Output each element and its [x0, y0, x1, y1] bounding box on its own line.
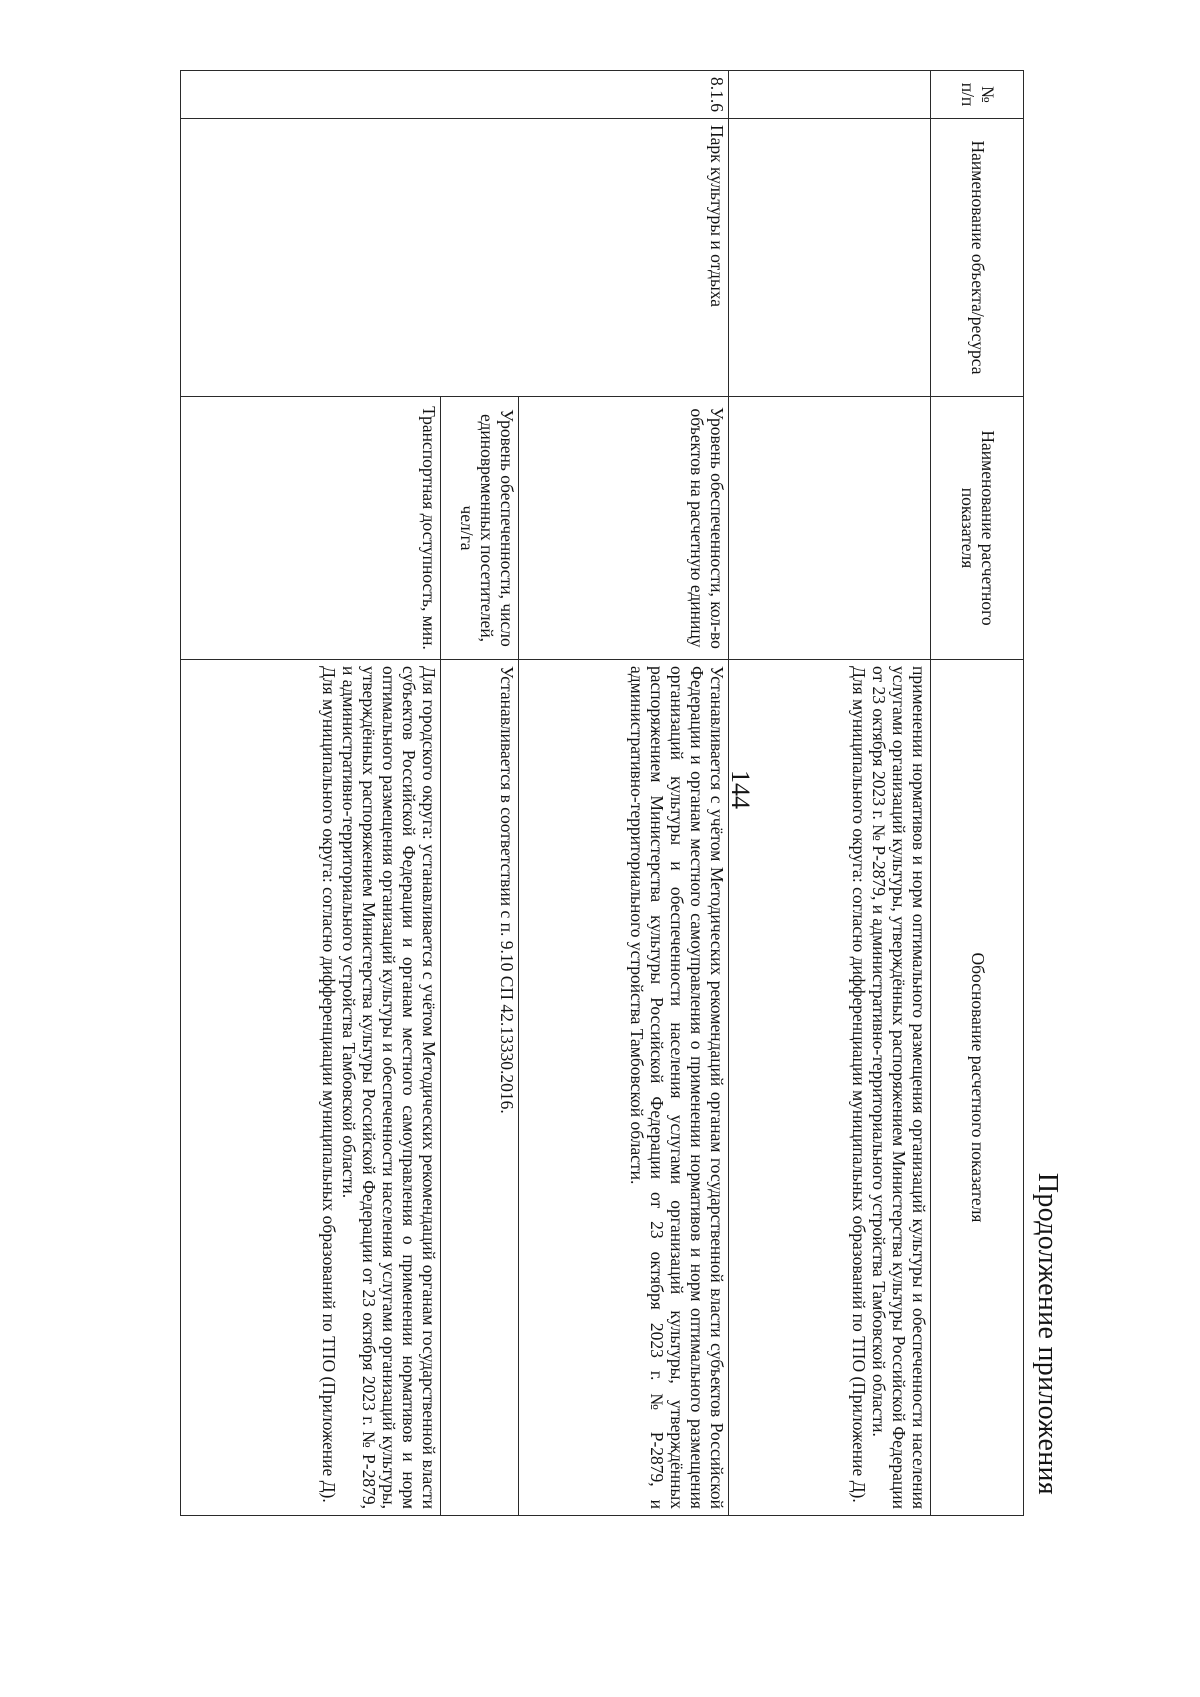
cell-num [729, 71, 931, 119]
cell-justification [519, 660, 729, 1516]
cell-justification [181, 660, 441, 1516]
table-header-row [931, 71, 1024, 1516]
header-justification: Обоснование расчетного показателя [931, 660, 1024, 1516]
cell-indicator [729, 397, 931, 660]
cell-justification [441, 660, 519, 1516]
cell-num: 8.1.6 [181, 71, 729, 119]
justification-paragraph: Для муниципального округа: согласно дифференциации муниципальных образований по ТПО (Приложение Д). [319, 666, 340, 1503]
header-indicator: Наименование расчетного показателя [931, 397, 1024, 660]
header-num: № п/п [931, 71, 1024, 119]
justification-paragraph: Устанавливается в соответствии с п. 9.10 СП 42.13330.2016. [497, 666, 517, 1114]
cell-indicator: Уровень обеспеченности, число единовременных посетителей, чел/га [441, 397, 519, 660]
cell-object: Парк культуры и отдыха [181, 119, 729, 397]
justification-paragraph: применении нормативов и норм оптимального размещения организаций культуры и обеспеченности населения услугами организаций культуры, утверждённых распоряжением Министерства культуры Российской Федерации от 23 октября 2023 г. № Р-2879, и административно-территориального устройства Тамбовской области. [869, 666, 929, 1509]
table-row [519, 71, 729, 1516]
page-number: 144 [726, 770, 755, 809]
table-row [729, 71, 931, 1516]
justification-paragraph: Устанавливается с учётом Методических рекомендаций органам государственной власти субъектов Российской Федерации и органам местного самоуправления о применении нормативов и норм оптимального размещения организаций культуры и обеспеченности населения услугами организаций культуры, утверждённых распоряжением Министерства культуры Российской Федерации от 23 октября 2023 г. № Р-2879, и административно-территориального устройства Тамбовской области. [627, 666, 727, 1509]
justification-paragraph: Для городского округа: устанавливается с учётом Методических рекомендаций органам государственной власти субъектов Российской Федерации и органам местного самоуправления о применении нормативов и норм оптимального размещения организаций культуры и обеспеченности населения услугами организаций культуры, утверждённых распоряжением Министерства культуры Российской Федерации от 23 октября 2023 г. № Р-2879, и административно-территориального устройства Тамбовской области. [339, 666, 439, 1509]
header-object: Наименование объекта/ресурса [931, 119, 1024, 397]
rotated-page [75, 65, 1075, 1515]
justification-paragraph: Для муниципального округа: согласно дифференциации муниципальных образований по ТПО (Приложение Д). [849, 666, 870, 1503]
standards-table [180, 70, 1024, 1516]
continuation-heading: Продолжение приложения [1032, 1172, 1063, 1495]
cell-object [729, 119, 931, 397]
cell-indicator: Уровень обеспеченности, кол-во объектов на расчетную единицу [519, 397, 729, 660]
cell-indicator: Транспортная доступность, мин. [181, 397, 441, 660]
cell-justification [729, 660, 931, 1516]
